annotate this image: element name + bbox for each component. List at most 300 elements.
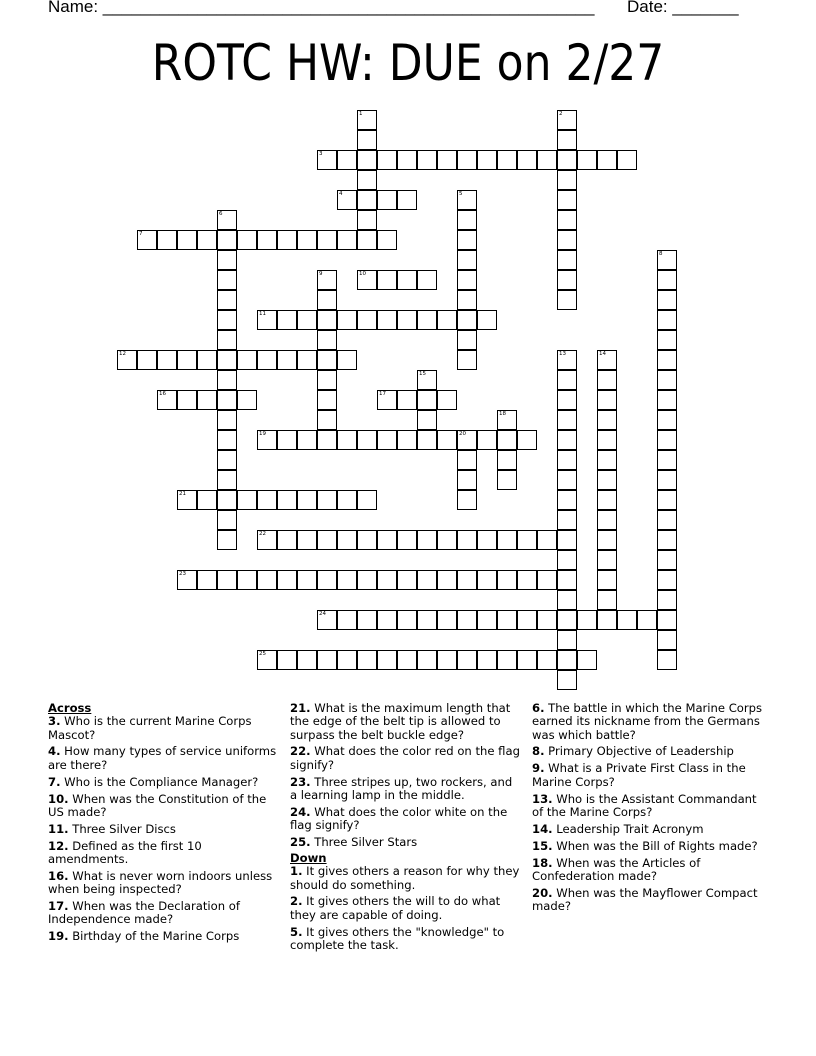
clue-column-2 [290,702,522,956]
crossword-cell[interactable] [597,510,617,530]
crossword-cell[interactable] [577,650,597,670]
cell-number: 10 [359,271,366,277]
crossword-cell[interactable] [357,310,377,330]
clue-item [290,745,522,772]
crossword-cell[interactable] [537,530,557,550]
crossword-cell[interactable] [317,530,337,550]
crossword-cell[interactable] [197,490,217,510]
crossword-cell[interactable] [357,150,377,170]
crossword-cell[interactable] [497,650,517,670]
crossword-cell[interactable] [557,190,577,210]
crossword-cell[interactable] [657,650,677,670]
crossword-cell[interactable] [197,230,217,250]
crossword-cell[interactable] [557,610,577,630]
crossword-cell[interactable] [597,430,617,450]
crossword-cell[interactable] [317,150,337,170]
crossword-cell[interactable] [137,350,157,370]
crossword-cell[interactable] [657,590,677,610]
crossword-cell[interactable] [217,530,237,550]
crossword-cell[interactable] [277,650,297,670]
clue-text: Leadership Trait Acronym [552,821,704,836]
crossword-cell[interactable] [437,610,457,630]
crossword-cell[interactable] [557,670,577,690]
crossword-cell[interactable] [597,570,617,590]
crossword-cell[interactable] [317,290,337,310]
crossword-cell[interactable] [557,350,577,370]
crossword-cell[interactable] [597,590,617,610]
crossword-cell[interactable] [217,210,237,230]
clue-item [532,702,768,742]
crossword-cell[interactable] [557,430,577,450]
crossword-cell[interactable] [377,270,397,290]
crossword-cell[interactable] [417,530,437,550]
crossword-cell[interactable] [177,230,197,250]
clue-item [48,870,280,897]
clue-number: 14. [532,821,553,836]
crossword-cell[interactable] [257,530,277,550]
crossword-cell[interactable] [417,310,437,330]
crossword-cell[interactable] [357,230,377,250]
crossword-cell[interactable] [217,450,237,470]
crossword-cell[interactable] [317,370,337,390]
crossword-cell[interactable] [497,150,517,170]
crossword-cell[interactable] [317,490,337,510]
crossword-cell[interactable] [317,570,337,590]
crossword-cell[interactable] [237,230,257,250]
crossword-cell[interactable] [217,410,237,430]
crossword-cell[interactable] [417,430,437,450]
crossword-cell[interactable] [417,570,437,590]
cell-number: 1 [359,111,363,117]
crossword-cell[interactable] [357,190,377,210]
crossword-cell[interactable] [437,650,457,670]
crossword-cell[interactable] [297,530,317,550]
clue-item [290,836,522,849]
cell-number: 22 [259,531,266,537]
crossword-cell[interactable] [317,270,337,290]
crossword-cell[interactable] [417,610,437,630]
crossword-cell[interactable] [457,270,477,290]
crossword-cell[interactable] [577,150,597,170]
crossword-cell[interactable] [357,430,377,450]
crossword-cell[interactable] [417,410,437,430]
crossword-cell[interactable] [557,290,577,310]
crossword-cell[interactable] [117,350,137,370]
crossword-cell[interactable] [437,570,457,590]
crossword-cell[interactable] [457,450,477,470]
crossword-cell[interactable] [457,190,477,210]
crossword-cell[interactable] [237,490,257,510]
crossword-cell[interactable] [297,350,317,370]
crossword-cell[interactable] [377,650,397,670]
crossword-cell[interactable] [597,530,617,550]
crossword-cell[interactable] [177,570,197,590]
crossword-cell[interactable] [337,530,357,550]
crossword-cell[interactable] [317,650,337,670]
crossword-cell[interactable] [217,390,237,410]
crossword-cell[interactable] [497,530,517,550]
clue-number: 7. [48,774,61,789]
crossword-cell[interactable] [237,390,257,410]
crossword-cell[interactable] [657,370,677,390]
crossword-cell[interactable] [397,430,417,450]
clue-number: 2. [290,894,303,909]
crossword-cell[interactable] [357,130,377,150]
crossword-cell[interactable] [657,390,677,410]
crossword-cell[interactable] [337,570,357,590]
crossword-cell[interactable] [557,110,577,130]
cell-number: 16 [159,391,166,397]
crossword-cell[interactable] [337,430,357,450]
crossword-cell[interactable] [417,650,437,670]
crossword-cell[interactable] [537,650,557,670]
crossword-cell[interactable] [337,610,357,630]
crossword-cell[interactable] [377,190,397,210]
crossword-cell[interactable] [257,650,277,670]
crossword-cell[interactable] [417,370,437,390]
crossword-cell[interactable] [357,110,377,130]
crossword-cell[interactable] [457,230,477,250]
crossword-cell[interactable] [477,430,497,450]
crossword-cell[interactable] [457,150,477,170]
crossword-cell[interactable] [657,350,677,370]
clue-item [290,806,522,833]
crossword-cell[interactable] [317,230,337,250]
crossword-cell[interactable] [557,530,577,550]
crossword-cell[interactable] [337,230,357,250]
crossword-cell[interactable] [277,310,297,330]
crossword-cell[interactable] [357,650,377,670]
crossword-cell[interactable] [517,150,537,170]
crossword-cell[interactable] [557,490,577,510]
crossword-cell[interactable] [217,310,237,330]
crossword-cell[interactable] [177,490,197,510]
crossword-cell[interactable] [377,430,397,450]
crossword-cell[interactable] [417,150,437,170]
crossword-cell[interactable] [437,430,457,450]
crossword-cell[interactable] [217,270,237,290]
crossword-cell[interactable] [597,410,617,430]
cell-number: 20 [459,431,466,437]
crossword-cell[interactable] [557,630,577,650]
crossword-cell[interactable] [237,570,257,590]
crossword-cell[interactable] [497,450,517,470]
crossword-cell[interactable] [397,270,417,290]
crossword-cell[interactable] [557,470,577,490]
crossword-cell[interactable] [657,270,677,290]
crossword-cell[interactable] [657,550,677,570]
crossword-cell[interactable] [337,650,357,670]
crossword-cell[interactable] [657,330,677,350]
across-clues-part-1 [48,715,280,943]
crossword-cell[interactable] [317,330,337,350]
crossword-cell[interactable] [437,390,457,410]
crossword-cell[interactable] [437,310,457,330]
crossword-cell[interactable] [397,190,417,210]
crossword-cell[interactable] [457,210,477,230]
crossword-cell[interactable] [557,650,577,670]
crossword-cell[interactable] [517,650,537,670]
crossword-cell[interactable] [557,550,577,570]
crossword-cell[interactable] [457,250,477,270]
crossword-cell[interactable] [657,470,677,490]
crossword-cell[interactable] [397,650,417,670]
crossword-cell[interactable] [657,610,677,630]
crossword-cell[interactable] [557,390,577,410]
crossword-cell[interactable] [377,570,397,590]
crossword-cell[interactable] [417,270,437,290]
crossword-cell[interactable] [197,350,217,370]
crossword-cell[interactable] [477,530,497,550]
crossword-cell[interactable] [257,230,277,250]
crossword-cell[interactable] [217,350,237,370]
clue-item [48,793,280,820]
crossword-cell[interactable] [257,570,277,590]
crossword-cell[interactable] [217,510,237,530]
crossword-cell[interactable] [657,530,677,550]
crossword-cell[interactable] [217,230,237,250]
crossword-cell[interactable] [657,450,677,470]
crossword-cell[interactable] [457,470,477,490]
across-clues-part-2 [290,702,522,849]
crossword-cell[interactable] [397,530,417,550]
cell-number: 9 [319,271,323,277]
crossword-cell[interactable] [377,230,397,250]
crossword-cell[interactable] [317,610,337,630]
crossword-cell[interactable] [257,310,277,330]
clue-number: 5. [290,924,303,939]
crossword-cell[interactable] [317,410,337,430]
clue-number: 13. [532,791,553,806]
crossword-cell[interactable] [297,310,317,330]
crossword-cell[interactable] [557,170,577,190]
crossword-cell[interactable] [397,570,417,590]
crossword-cell[interactable] [157,390,177,410]
crossword-cell[interactable] [597,150,617,170]
crossword-cell[interactable] [637,610,657,630]
crossword-cell[interactable] [397,390,417,410]
crossword-cell[interactable] [377,390,397,410]
clue-text: Birthday of the Marine Corps [68,929,240,944]
crossword-cell[interactable] [517,530,537,550]
crossword-cell[interactable] [217,430,237,450]
crossword-cell[interactable] [337,350,357,370]
crossword-cell[interactable] [477,650,497,670]
crossword-cell[interactable] [417,390,437,410]
crossword-cell[interactable] [557,410,577,430]
crossword-cell[interactable] [457,490,477,510]
crossword-cell[interactable] [457,330,477,350]
clue-number: 22. [290,744,311,759]
clue-text: When was the Mayflower Compact made? [532,885,758,914]
clue-number: 18. [532,855,553,870]
crossword-cell[interactable] [337,490,357,510]
clue-item [48,900,280,927]
crossword-cell[interactable] [597,350,617,370]
crossword-cell[interactable] [557,370,577,390]
crossword-cell[interactable] [337,310,357,330]
crossword-cell[interactable] [597,370,617,390]
crossword-cell[interactable] [557,570,577,590]
clue-item [290,776,522,803]
crossword-cell[interactable] [437,150,457,170]
name-field-label[interactable]: Name: ____________________________________________________ [48,0,595,16]
crossword-cell[interactable] [457,650,477,670]
crossword-cell[interactable] [657,490,677,510]
crossword-cell[interactable] [517,570,537,590]
crossword-cell[interactable] [457,350,477,370]
crossword-cell[interactable] [597,490,617,510]
crossword-cell[interactable] [397,310,417,330]
crossword-cell[interactable] [297,230,317,250]
crossword-cell[interactable] [557,210,577,230]
crossword-cell[interactable] [537,610,557,630]
date-field-label[interactable]: Date: _______ [627,0,739,16]
crossword-cell[interactable] [477,610,497,630]
cell-number: 12 [119,351,126,357]
crossword-cell[interactable] [337,150,357,170]
crossword-cell[interactable] [657,410,677,430]
crossword-cell[interactable] [317,350,337,370]
crossword-cell[interactable] [217,470,237,490]
crossword-cell[interactable] [357,210,377,230]
crossword-cell[interactable] [457,290,477,310]
crossword-cell[interactable] [217,290,237,310]
clue-item [532,745,768,758]
crossword-cell[interactable] [397,150,417,170]
crossword-cell[interactable] [357,530,377,550]
crossword-cell[interactable] [217,570,237,590]
crossword-cell[interactable] [557,450,577,470]
crossword-cell[interactable] [497,570,517,590]
crossword-cell[interactable] [197,390,217,410]
clue-text: It gives others the will to do what they are capable of doing. [290,894,501,922]
crossword-cell[interactable] [557,510,577,530]
crossword-cell[interactable] [657,430,677,450]
crossword-cell[interactable] [557,590,577,610]
crossword-cell[interactable] [297,570,317,590]
crossword-cell[interactable] [657,290,677,310]
crossword-cell[interactable] [317,310,337,330]
crossword-cell[interactable] [277,570,297,590]
crossword-cell[interactable] [457,530,477,550]
crossword-cell[interactable] [537,570,557,590]
crossword-cell[interactable] [357,170,377,190]
crossword-cell[interactable] [457,310,477,330]
crossword-cell[interactable] [197,570,217,590]
crossword-cell[interactable] [617,610,637,630]
crossword-cell[interactable] [597,470,617,490]
crossword-cell[interactable] [657,630,677,650]
crossword-cell[interactable] [257,430,277,450]
crossword-cell[interactable] [257,490,277,510]
crossword-cell[interactable] [357,270,377,290]
crossword-cell[interactable] [377,530,397,550]
clue-number: 16. [48,868,69,883]
crossword-cell[interactable] [317,430,337,450]
crossword-cell[interactable] [497,610,517,630]
crossword-cell[interactable] [597,550,617,570]
crossword-cell[interactable] [497,430,517,450]
crossword-cell[interactable] [217,330,237,350]
crossword-cell[interactable] [177,390,197,410]
crossword-cell[interactable] [337,190,357,210]
crossword-cell[interactable] [557,270,577,290]
crossword-cell[interactable] [457,430,477,450]
clue-item [532,762,768,789]
crossword-cell[interactable] [457,570,477,590]
crossword-cell[interactable] [217,370,237,390]
crossword-cell[interactable] [377,310,397,330]
crossword-cell[interactable] [477,570,497,590]
cell-number: 2 [559,111,563,117]
crossword-cell[interactable] [297,430,317,450]
crossword-cell[interactable] [277,230,297,250]
crossword-cell[interactable] [597,390,617,410]
crossword-cell[interactable] [577,610,597,630]
crossword-cell[interactable] [657,510,677,530]
crossword-cell[interactable] [377,150,397,170]
crossword-cell[interactable] [657,250,677,270]
crossword-cell[interactable] [357,570,377,590]
crossword-cell[interactable] [237,350,257,370]
crossword-cell[interactable] [277,490,297,510]
crossword-cell[interactable] [517,610,537,630]
crossword-cell[interactable] [557,130,577,150]
crossword-cell[interactable] [497,470,517,490]
cell-number: 8 [659,251,663,257]
crossword-cell[interactable] [597,610,617,630]
crossword-cell[interactable] [177,350,197,370]
crossword-cell[interactable] [477,310,497,330]
crossword-cell[interactable] [397,610,417,630]
crossword-cell[interactable] [597,450,617,470]
crossword-cell[interactable] [457,610,477,630]
crossword-cell[interactable] [157,230,177,250]
crossword-cell[interactable] [557,150,577,170]
crossword-cell[interactable] [537,150,557,170]
clue-number: 24. [290,804,311,819]
crossword-cell[interactable] [357,610,377,630]
crossword-cell[interactable] [157,350,177,370]
cell-number: 24 [319,611,326,617]
crossword-cell[interactable] [297,650,317,670]
crossword-cell[interactable] [277,530,297,550]
crossword-cell[interactable] [357,490,377,510]
crossword-cell[interactable] [497,410,517,430]
crossword-cell[interactable] [657,310,677,330]
crossword-cell[interactable] [317,390,337,410]
crossword-cell[interactable] [377,610,397,630]
crossword-cell[interactable] [257,350,277,370]
crossword-cell[interactable] [557,250,577,270]
clue-text: What is never worn indoors unless when being inspected? [48,868,273,897]
crossword-cell[interactable] [297,490,317,510]
crossword-cell[interactable] [277,350,297,370]
crossword-cell[interactable] [217,490,237,510]
clue-text: What does the color red on the flag signify? [290,744,520,772]
crossword-cell[interactable] [477,150,497,170]
crossword-cell[interactable] [217,250,237,270]
crossword-cell[interactable] [657,570,677,590]
crossword-cell[interactable] [557,230,577,250]
crossword-cell[interactable] [277,430,297,450]
crossword-cell[interactable] [437,530,457,550]
clue-item [532,857,768,884]
crossword-cell[interactable] [617,150,637,170]
crossword-cell[interactable] [517,430,537,450]
crossword-cell[interactable] [137,230,157,250]
